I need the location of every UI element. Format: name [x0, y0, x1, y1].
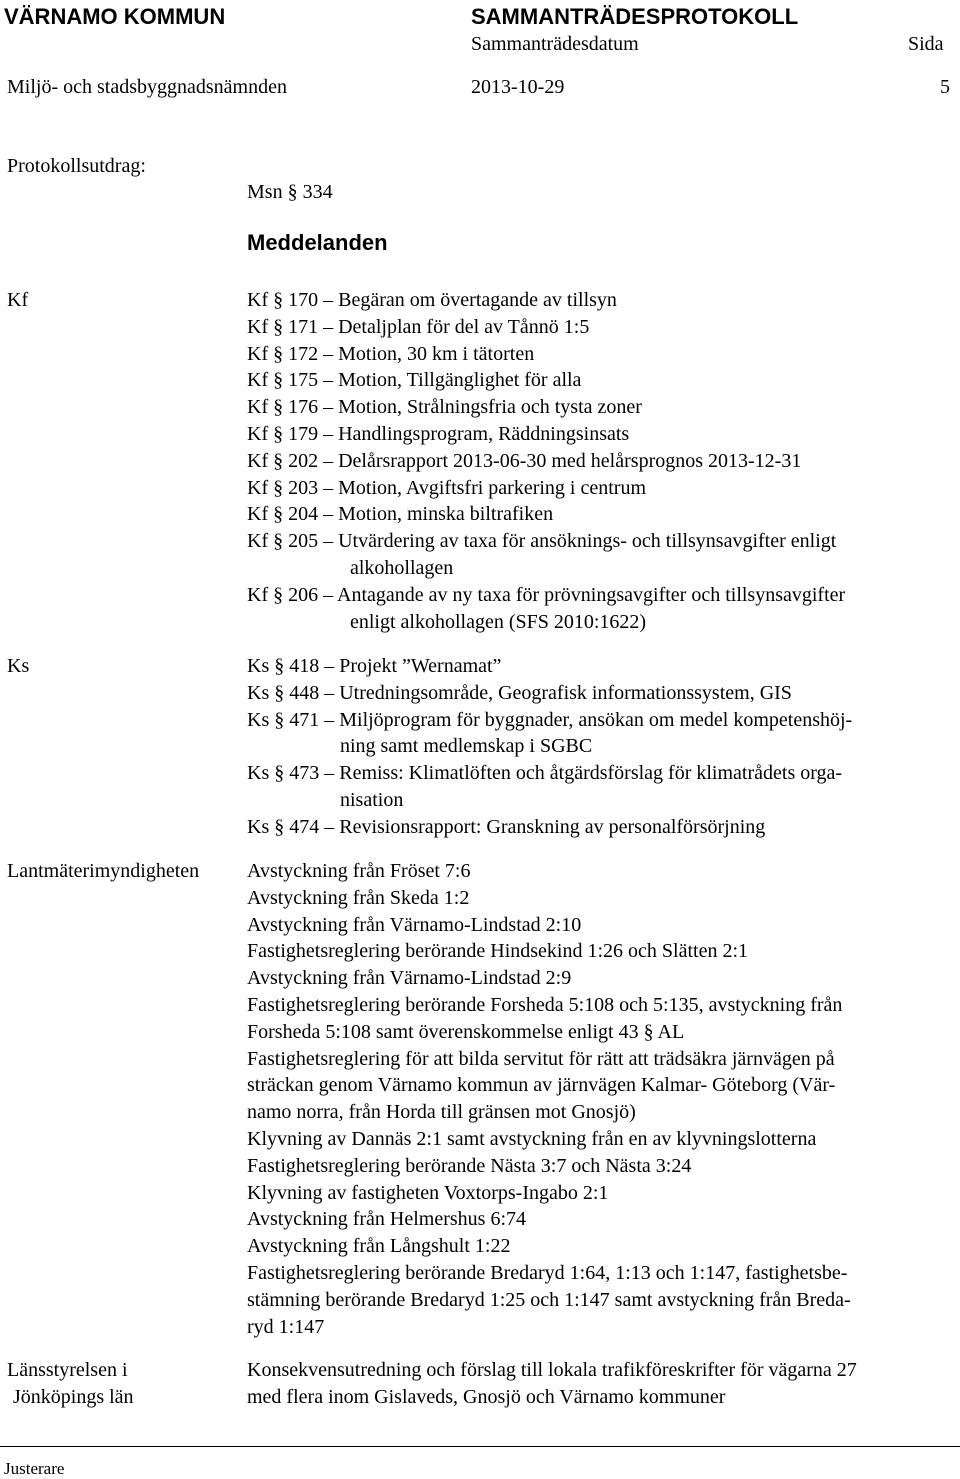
list-item: Avstyckning från Långshult 1:22: [247, 1235, 511, 1258]
doc-type: SAMMANTRÄDESPROTOKOLL: [471, 4, 799, 29]
list-item: Kf § 170 – Begäran om övertagande av tillsyn: [247, 289, 617, 311]
list-item: Kf § 175 – Motion, Tillgänglighet för alla: [247, 369, 582, 392]
list-item: Avstyckning från Värnamo-Lindstad 2:10: [247, 913, 582, 936]
list-item: Kf § 179 – Handlingsprogram, Räddningsinsats: [247, 422, 630, 445]
meeting-date: 2013-10-29: [471, 76, 565, 98]
list-item: Ks § 474 – Revisionsrapport: Granskning av personalförsörjning: [247, 815, 766, 838]
list-item: Ks § 471 – Miljöprogram för byggnader, ansökan om medel kompetenshöj-: [247, 708, 853, 731]
list-item: Kf § 176 – Motion, Strålningsfria och tysta zoner: [247, 396, 642, 419]
section-label-lansstyrelsen-1: Länsstyrelsen i: [7, 1359, 128, 1381]
footer-label: Justerare: [4, 1459, 65, 1478]
list-item: Klyvning av Dannäs 2:1 samt avstyckning från en av klyvningslotterna: [247, 1127, 817, 1150]
list-item: Ks § 448 – Utredningsområde, Geografisk informationssystem, GIS: [247, 681, 792, 704]
ks-list: [247, 653, 852, 841]
list-item: Ks § 418 – Projekt ”Wernamat”: [247, 655, 502, 677]
list-item: Fastighetsreglering för att bilda servitut för rätt att trädsäkra järnvägen på: [247, 1047, 835, 1070]
list-item-continuation: alkohollagen: [350, 556, 454, 579]
extract-label: Protokollsutdrag:: [7, 155, 146, 177]
list-item: Avstyckning från Värnamo-Lindstad 2:9: [247, 967, 572, 990]
lantmateri-list: [247, 858, 851, 1340]
list-item: Kf § 171 – Detaljplan för del av Tånnö 1:5: [247, 315, 590, 338]
list-item: Ks § 473 – Remiss: Klimatlöften och åtgärdsförslag för klimatrådets orga-: [247, 762, 843, 785]
page-number: 5: [940, 76, 950, 98]
footer-divider: [0, 1446, 960, 1447]
paragraph-number: Msn § 334: [247, 181, 333, 203]
section-label-lansstyrelsen-2: Jönköpings län: [13, 1386, 134, 1408]
list-item: Konsekvensutredning och förslag till lokala trafikföreskrifter för vägarna 27: [247, 1359, 857, 1381]
list-item: Avstyckning från Skeda 1:2: [247, 886, 470, 909]
list-item: sträckan genom Värnamo kommun av järnvägen Kalmar- Göteborg (Vär-: [247, 1074, 836, 1097]
list-item: Kf § 172 – Motion, 30 km i tätorten: [247, 342, 535, 365]
kf-list: [247, 287, 845, 635]
list-item-continuation: enligt alkohollagen (SFS 2010:1622): [350, 610, 647, 633]
section-label-kf: Kf: [7, 289, 29, 311]
list-item: med flera inom Gislaveds, Gnosjö och Värnamo kommuner: [247, 1385, 726, 1408]
lansstyrelsen-list: [247, 1357, 857, 1411]
list-item-continuation: ning samt medlemskap i SGBC: [340, 735, 593, 758]
list-item: Forsheda 5:108 samt överenskommelse enligt 43 § AL: [247, 1020, 685, 1043]
list-item: ryd 1:147: [247, 1315, 325, 1338]
list-item: Kf § 205 – Utvärdering av taxa för ansöknings- och tillsynsavgifter enligt: [247, 530, 837, 553]
section-label-lantmateri: Lantmäterimyndigheten: [7, 860, 200, 882]
list-item: Avstyckning från Fröset 7:6: [247, 860, 471, 882]
list-item: Avstyckning från Helmershus 6:74: [247, 1208, 527, 1231]
list-item: Fastighetsreglering berörande Nästa 3:7 och Nästa 3:24: [247, 1154, 692, 1177]
section-label-ks: Ks: [7, 655, 30, 677]
list-item-continuation: nisation: [340, 788, 404, 811]
list-item: Fastighetsreglering berörande Bredaryd 1:64, 1:13 och 1:147, fastighetsbe-: [247, 1261, 848, 1284]
list-item: Fastighetsreglering berörande Hindsekind 1:26 och Slätten 2:1: [247, 940, 749, 963]
list-item: namo norra, från Horda till gränsen mot Gnosjö): [247, 1101, 636, 1124]
list-item: Kf § 206 – Antagande av ny taxa för prövningsavgifter och tillsynsavgifter: [247, 583, 846, 606]
org-name: VÄRNAMO KOMMUN: [4, 4, 226, 29]
date-label: Sammanträdesdatum: [471, 33, 639, 55]
list-item: Fastighetsreglering berörande Forsheda 5:108 och 5:135, avstyckning från: [247, 993, 843, 1016]
list-item: Kf § 203 – Motion, Avgiftsfri parkering i centrum: [247, 476, 647, 499]
page-label: Sida: [908, 33, 944, 55]
list-item: Kf § 202 – Delårsrapport 2013-06-30 med helårsprognos 2013-12-31: [247, 449, 802, 472]
list-item: Klyvning av fastigheten Voxtorps-Ingabo 2:1: [247, 1181, 609, 1204]
list-item: stämning berörande Bredaryd 1:25 och 1:147 samt avstyckning från Breda-: [247, 1288, 851, 1311]
committee-name: Miljö- och stadsbyggnadsnämnden: [7, 76, 287, 98]
list-item: Kf § 204 – Motion, minska biltrafiken: [247, 503, 554, 526]
page-title: Meddelanden: [247, 230, 388, 255]
